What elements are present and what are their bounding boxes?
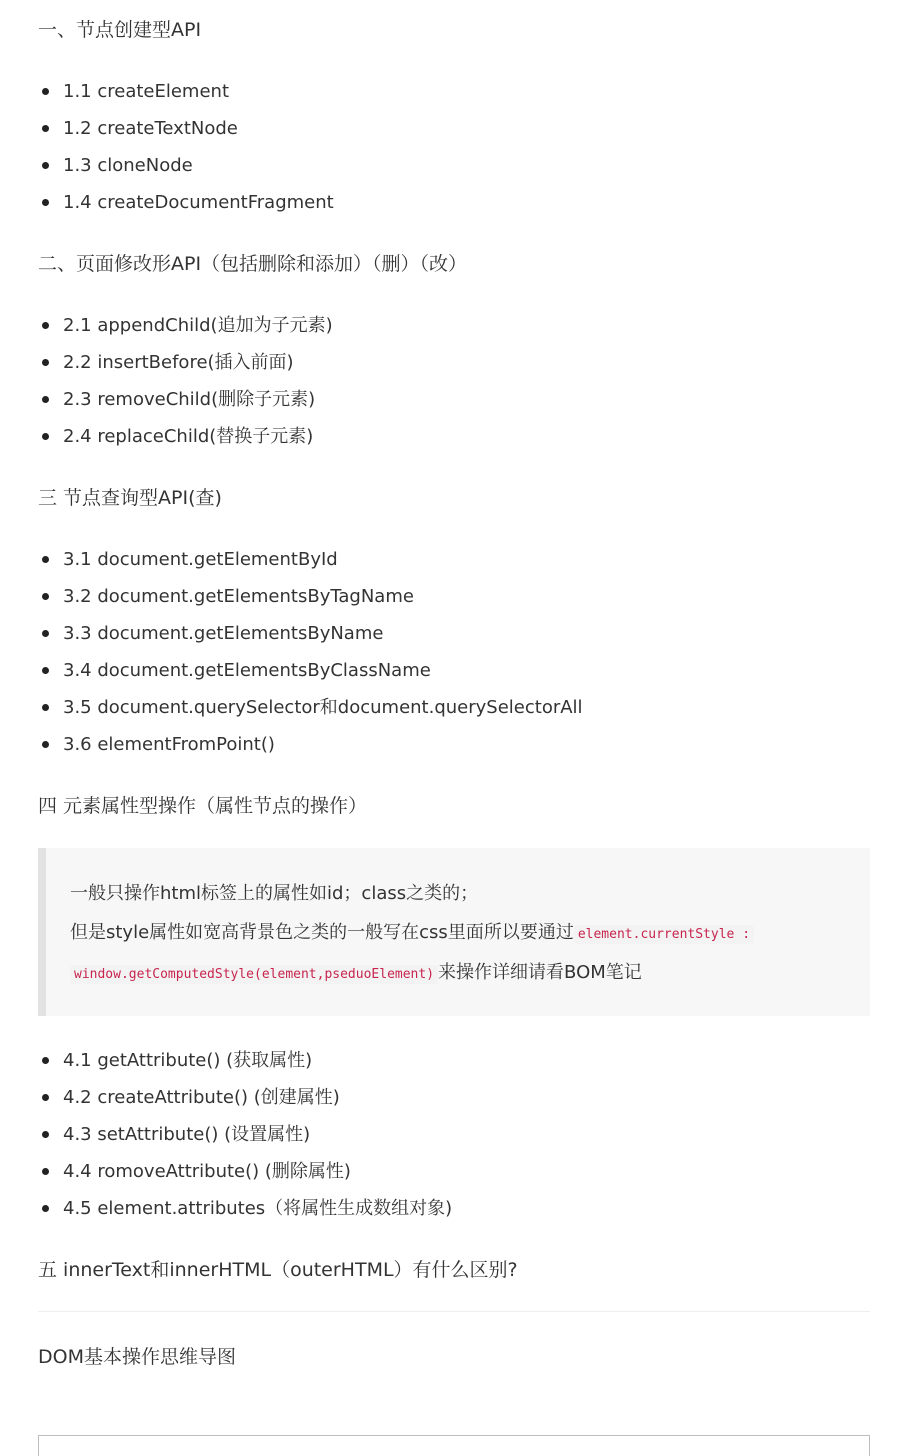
note-line-1: 一般只操作html标签上的属性如id；class之类的； <box>70 883 479 904</box>
section-title-4: 四 元素属性型操作（属性节点的操作） <box>38 795 368 817</box>
section-1-list <box>38 73 334 221</box>
inline-code: element.currentStyle : <box>574 925 754 944</box>
bullet-icon <box>42 1131 49 1138</box>
list-item: 4.2 createAttribute() (创建属性) <box>38 1079 452 1116</box>
bullet-icon <box>42 322 49 329</box>
bullet-icon <box>42 593 49 600</box>
bullet-icon <box>42 704 49 711</box>
inline-code: window.getComputedStyle(element,pseduoElement) <box>70 965 438 984</box>
bullet-icon <box>42 433 49 440</box>
list-item: 1.3 cloneNode <box>38 147 334 184</box>
bullet-icon <box>42 199 49 206</box>
note-blockquote <box>38 848 870 1016</box>
bullet-icon <box>42 630 49 637</box>
section-title-2: 二、页面修改形API（包括删除和添加）（删）（改） <box>38 253 468 275</box>
mindmap-image-frame <box>38 1435 870 1456</box>
bullet-icon <box>42 667 49 674</box>
list-item: 1.1 createElement <box>38 73 334 110</box>
list-item: 4.3 setAttribute() (设置属性) <box>38 1116 452 1153</box>
section-2-list <box>38 307 333 455</box>
list-item: 2.4 replaceChild(替换子元素) <box>38 418 333 455</box>
bullet-icon <box>42 162 49 169</box>
bullet-icon <box>42 741 49 748</box>
list-item: 2.3 removeChild(删除子元素) <box>38 381 333 418</box>
note-line-3: window.getComputedStyle(element,pseduoElement) 来操作详细请看BOM笔记 <box>70 958 642 984</box>
divider <box>38 1311 870 1312</box>
section-title-3: 三 节点查询型API(查) <box>38 487 222 509</box>
bullet-icon <box>42 88 49 95</box>
list-item: 3.1 document.getElementById <box>38 541 583 578</box>
list-item: 4.1 getAttribute() (获取属性) <box>38 1042 452 1079</box>
list-item: 4.5 element.attributes（将属性生成数组对象) <box>38 1190 452 1227</box>
list-item: 2.1 appendChild(追加为子元素) <box>38 307 333 344</box>
bullet-icon <box>42 1094 49 1101</box>
list-item: 1.4 createDocumentFragment <box>38 184 334 221</box>
list-item: 4.4 romoveAttribute() (删除属性) <box>38 1153 452 1190</box>
section-4-list <box>38 1042 452 1227</box>
list-item: 3.3 document.getElementsByName <box>38 615 583 652</box>
mindmap-heading: DOM基本操作思维导图 <box>38 1346 236 1368</box>
bullet-icon <box>42 556 49 563</box>
list-item: 3.5 document.querySelector和document.querySelectorAll <box>38 689 583 726</box>
bullet-icon <box>42 1205 49 1212</box>
bullet-icon <box>42 1168 49 1175</box>
bullet-icon <box>42 359 49 366</box>
list-item: 1.2 createTextNode <box>38 110 334 147</box>
bullet-icon <box>42 1057 49 1064</box>
section-title-5: 五 innerText和innerHTML（outerHTML）有什么区别? <box>38 1259 518 1281</box>
list-item: 2.2 insertBefore(插入前面) <box>38 344 333 381</box>
list-item: 3.4 document.getElementsByClassName <box>38 652 583 689</box>
list-item: 3.6 elementFromPoint() <box>38 726 583 763</box>
note-line-2: 但是style属性如宽高背景色之类的一般写在css里面所以要通过 element.currentStyle : <box>70 918 754 944</box>
bullet-icon <box>42 125 49 132</box>
section-title-1: 一、节点创建型API <box>38 19 202 41</box>
list-item: 3.2 document.getElementsByTagName <box>38 578 583 615</box>
section-3-list <box>38 541 583 763</box>
bullet-icon <box>42 396 49 403</box>
